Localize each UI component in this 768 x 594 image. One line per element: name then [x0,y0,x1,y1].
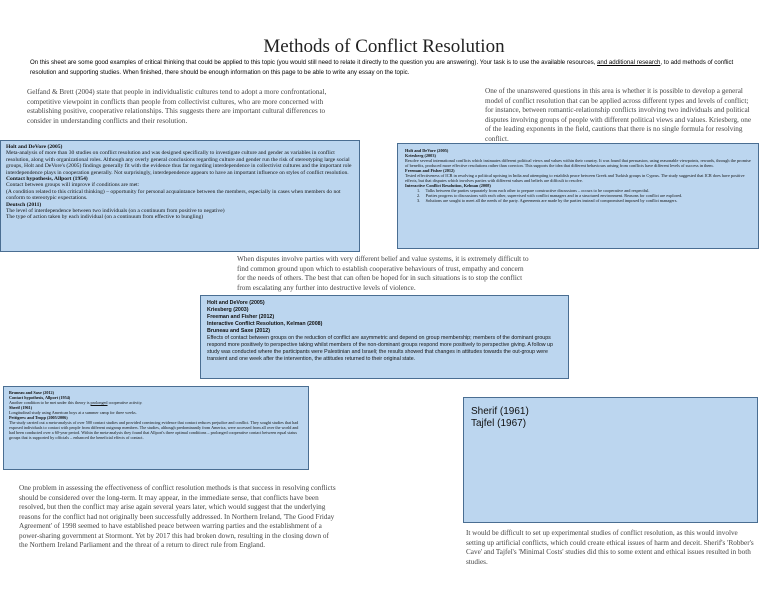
box-heading: Deutsch (2011) [6,201,42,208]
box-heading: Interactive Conflict Resolution, Kelman (2008) [405,183,491,188]
list-item: 2. Parties progress to discussions with each other, supervised with conflict managers and in a structured environment. Reasons for conflict are explored. [417,193,683,198]
box-heading: Sherif (1961) [9,405,33,410]
box-heading: Interactive Conflict Resolution, Kelman (2008) [207,321,323,327]
instructions-text: On this sheet are some good examples of critical thinking that could be applied to this topic (you would still need to relate it directly to the question you are answering). Your task is to use the available resources, [30,59,598,66]
box-text: Effects of contact between groups on the reduction of conflict are asymmetric and depend on group membership; members of the dominant groups respond more positively to perspective taking whilst members of the non-dominant groups respond more positively to perspective giving. A follow up study was conducted where the participants were Palestinian and Israeli; the results showed that changes in attitudes towards the out-group were transient and one week after the intervention, the attitudes returned to their original state. [207,335,553,362]
box-text: Meta-analysis of more than 30 studies on conflict resolution and was designed specifically to investigate culture and gender as variables in conflict resolution, along with organizational roles. Although any overly general conclusions regarding culture and gender run the risk of stereotyping large social groups, Holt and DeVore's (2005) findings generally fit with the evidence thus far regarding interdependence in collectivist cultures and the important role interdependence plays in cooperation generally. Not surprisingly, interdependence appears to have an important influence on styles of conflict resolution. [6,150,352,176]
box-heading: Contact hypothesis, Allport (1954) [6,176,88,183]
values-paragraph: When disputes involve parties with very different belief and value systems, it is extremely difficult to find common ground upon which to establish cooperative behaviours of trust, empathy and concern for the needs of others. The best that can often be hoped for in such situations is to stop the conflict from escalating any further into destructive levels of violence. [237,255,529,292]
box-text-part: Another condition to be met under this theory is [9,400,91,405]
box-text-part: cooperative activity. [107,400,143,405]
box-heading: Holt and DeVore (2005) [405,148,449,153]
box-text-underlined: prolonged [90,400,108,405]
page-title: Methods of Conflict Resolution [263,36,505,57]
box-text: Sherif (1961) [471,406,529,417]
box-text: The level of interdependence between two individuals (on a continuum from positive to negative) [6,208,225,215]
box-heading: Holt and DeVore (2005) [6,144,63,150]
box-heading: Kriesberg (2003) [207,307,249,313]
gelfand-paragraph: Gelfand & Brett (2004) state that people in individualistic cultures tend to adopt a more confrontational, competitive viewpoint in conflicts than people from collectivist cultures, who are more concerned with establishing positive, cooperative relationships. This suggests there are important cultural differences to consider in understanding conflicts and their resolution. [27,88,327,125]
box-text: Contact between groups will improve if conditions are met: [6,182,140,189]
box-text: The type of action taken by each individual (on a continuum from effective to bungling) [6,214,204,221]
additional-research-link: and additional research [597,59,661,66]
note-box-holt-devore [0,140,360,252]
instructions-text-end: , to add methods of conflict resolution and supporting studies. When finished, there should be enough information on this page to be able to write any essay on the topic. [30,59,734,76]
assessing-paragraph: One problem in assessing the effectiveness of conflict resolution methods is that success in resolving conflicts should be considered over the long-term. It may appear, in the immediate sense, that conflicts have been resolved, but then the conflict may arise again several years later, which would suggest that the underlying reasons for the conflict had not originally been successfully addressed. In Northern Ireland, 'The Good Friday Agreement' of 1998 seemed to have established peace between warring parties and the establishment of a power-sharing government at Stormont. Yet by 2017 this had broken down, resulting in the closing down of the Northern Ireland Parliament and the threat of a return to direct rule from England. [19,484,336,549]
box-heading: Freeman and Fisher (2012) [207,314,275,320]
note-box-kriesberg [397,143,759,249]
box-text: (A condition related to this critical thinking) – opportunity for personal acquaintance between the members, especially in cases when members do not conform to stereotypic expectations. [6,188,341,202]
box-heading: Bruneau and Saxe (2012) [9,390,55,395]
box-heading: Kriesberg (2003) [405,153,436,158]
note-box-sherif-tajfel [463,397,758,523]
instructions [30,58,745,78]
box-heading: Bruneau and Saxe (2012) [207,328,270,334]
note-box-bruneau-saxe [200,295,569,379]
box-heading: Holt and DeVore (2005) [207,300,265,306]
box-heading: Contact hypothesis, Allport (1954) [9,395,71,400]
box-text: Resolve several international conflicts which insinuates different political views and values within their country. It was found that persuasion, using reasonable viewpoints, rewards, through the promise of benefits, produced more effective resolutions rather than coercion. This supports the idea that different behaviours arising from conflicts have different levels of success in them. [405,158,751,168]
list-item: 1. Talks between the parties separately from each other to prepare constructive discussions – occurs to be cooperative and respectful. [417,188,650,193]
list-item: 3. Solutions are sought to meet all the needs of the party. Agreements are made by the parties instead of compromised imposed by conflict managers. [417,198,678,203]
experimental-difficulty-paragraph: It would be difficult to set up experimental studies of conflict resolution, as this would involve setting up artificial conflicts, which could create ethical issues of harm and deceit. Sherif's 'Robber's Cave' and Tajfel's 'Minimal Costs' studies did this to some extent and ethical issues resulted in both studies. [466,529,754,566]
box-heading: Pettigrew and Tropp (2005/2006) [9,415,68,420]
box-text: Tested effectiveness of ICR in resolving a political uprising in India and attempting to establish peace between Greek and Turkish groups in Cyprus. The study suggested that ICR does have positive effects, but that disputes which involves parties with different values and beliefs are difficult to resolve. [405,173,745,183]
note-box-contact-hypothesis [3,386,309,470]
box-text: Tajfel (1967) [471,418,527,429]
box-text: Longitudinal study using American boys at a summer camp for three weeks. [9,410,137,415]
box-heading: Freeman and Fisher (2012) [405,168,455,173]
unanswered-question-paragraph: One of the unanswered questions in this area is whether it is possible to develop a general model of conflict resolution that can be applied across different types and levels of conflict; for instance, between romantic-relationship conflicts involving two individuals and political disputes involving groups of people with different political views and values. Kriesberg, one of the leading exponents in the field, cautions that there is no single formula for resolving conflict. [485,87,752,143]
box-text: The study carried out a meta-analysis of over 500 contact studies and provided convincing evidence that contact reduces prejudice and conflict. They sought studies that had exposed individuals to contact with people from different outgroup members. The studies, although predominantly from America, were accessed from all over the world and had been conducted over a 60-year period. Within the meta-analysis they found that Allport's three optimal conditions – prolonged cooperative contact between equal status groups that is supported by officials – enhanced the beneficial effects of contact. [9,420,299,440]
